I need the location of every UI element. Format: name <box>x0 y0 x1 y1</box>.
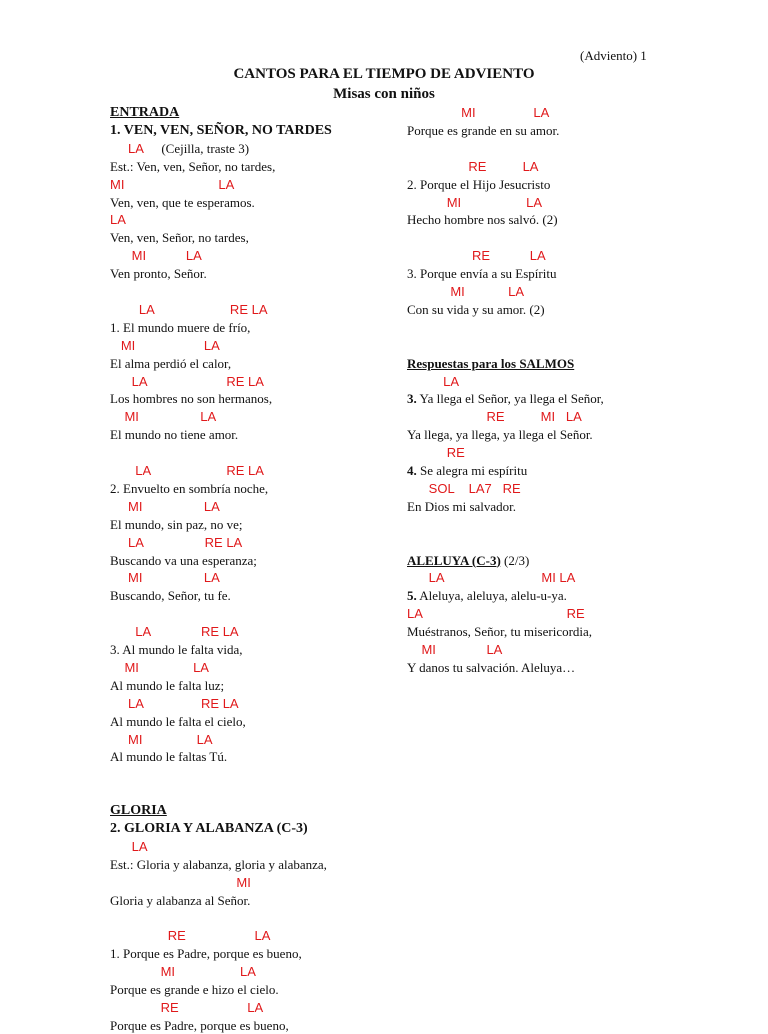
chord-line: LA RE LA <box>110 463 264 478</box>
lyric-line: Hecho hombre nos salvó. (2) <box>407 212 558 228</box>
chord-line: RE LA <box>110 1000 264 1015</box>
lyric-line: 1. Porque es Padre, porque es bueno, <box>110 946 302 962</box>
chord-line: MI LA <box>110 570 220 586</box>
chord-line: SOL LA7 RE <box>407 480 521 496</box>
chord-line: LA MI LA <box>407 570 576 586</box>
lyric-line: 5. Aleluya, aleluya, alelu-u-ya. <box>407 588 567 604</box>
chord-line: LA RE LA <box>110 373 264 389</box>
lyric-line: 3. Ya llega el Señor, ya llega el Señor, <box>407 391 604 407</box>
lyric-line: Y danos tu salvación. Aleluya… <box>407 659 576 675</box>
section-heading: ALELUYA (C-3) (2/3) <box>407 552 530 568</box>
page-number: (Adviento) 1 <box>580 48 647 63</box>
lyric-line: El mundo no tiene amor. <box>110 427 239 443</box>
section-heading: 2. GLORIA Y ALABANZA (C-3) <box>110 821 308 836</box>
lyric-line: Ven, ven, Señor, no tardes, <box>110 230 249 246</box>
document-title: CANTOS PARA EL TIEMPO DE ADVIENTO <box>233 66 535 82</box>
lyric-line: Gloria y alabanza al Señor. <box>110 892 251 908</box>
chord-line: RE MI LA <box>407 409 582 425</box>
section-heading: 1. VEN, VEN, SEÑOR, NO TARDES <box>110 122 332 138</box>
chord-line: MI LA <box>110 409 217 425</box>
chord-line: MI LA <box>110 248 202 264</box>
lyric-line: 3. Al mundo le falta vida, <box>110 642 243 657</box>
chord-line: LA RE LA <box>110 695 239 711</box>
chord-line: RE LA <box>407 158 539 174</box>
lyric-line: El alma perdió el calor, <box>110 355 232 371</box>
chord-line: MI LA <box>110 964 256 980</box>
chord-line: RE LA <box>110 928 271 944</box>
lyric-line: Al mundo le falta el cielo, <box>110 713 246 729</box>
chord-line: LA <box>110 212 126 228</box>
lyric-line: 3. Porque envía a su Espíritu <box>407 266 557 282</box>
section-heading: ENTRADA <box>110 105 180 120</box>
chord-line: MI LA <box>110 659 209 675</box>
lyric-line: 4. Se alegra mi espíritu <box>407 463 528 478</box>
chord-line: MI <box>110 874 251 890</box>
chord-line: LA (Cejilla, traste 3) <box>110 140 250 156</box>
lyric-line: 2. Envuelto en sombría noche, <box>110 480 269 496</box>
chord-line: LA RE <box>407 606 585 622</box>
chord-line: MI LA <box>110 337 220 353</box>
lyric-line: En Dios mi salvador. <box>407 498 517 514</box>
chord-line: RE LA <box>407 248 546 264</box>
chord-line: MI LA <box>407 194 543 210</box>
section-heading: GLORIA <box>110 803 167 819</box>
lyric-line: Muéstranos, Señor, tu misericordia, <box>407 624 593 640</box>
lyric-line: Buscando va una esperanza; <box>110 552 257 568</box>
lyric-line: Porque es grande en su amor. <box>407 122 560 138</box>
chord-line: MI LA <box>407 284 525 299</box>
lyric-line: Porque es Padre, porque es bueno, <box>110 1017 289 1033</box>
chord-line: LA RE LA <box>110 534 243 550</box>
chord-line: LA <box>407 373 460 389</box>
lyric-line: Ven, ven, que te esperamos. <box>110 194 255 210</box>
chord-line: RE <box>407 445 465 461</box>
chord-line: LA RE LA <box>110 301 268 317</box>
chord-line: LA RE LA <box>110 624 239 640</box>
lyric-line: Con su vida y su amor. (2) <box>407 301 545 317</box>
lyric-line: 1. El mundo muere de frío, <box>110 319 251 335</box>
lyric-line: Est.: Ven, ven, Señor, no tardes, <box>110 158 276 174</box>
chord-line: MI LA <box>110 498 220 514</box>
lyric-line: Est.: Gloria y alabanza, gloria y alabanza, <box>110 856 327 872</box>
lyric-line: Buscando, Señor, tu fe. <box>110 588 231 604</box>
lyric-line: Al mundo le falta luz; <box>110 677 225 693</box>
chord-line: LA <box>110 838 148 854</box>
lyric-line: Ya llega, ya llega, ya llega el Señor. <box>407 427 593 443</box>
lyric-line: El mundo, sin paz, no ve; <box>110 516 243 532</box>
document-subtitle: Misas con niños <box>333 86 435 102</box>
chord-line: MI LA <box>110 176 235 192</box>
chord-line: MI LA <box>407 105 550 120</box>
lyric-line: Ven pronto, Señor. <box>110 266 207 282</box>
section-heading: Respuestas para los SALMOS <box>407 355 575 371</box>
chord-line: MI LA <box>110 731 213 747</box>
chord-line: MI LA <box>407 642 503 657</box>
lyric-line: Al mundo le faltas Tú. <box>110 749 228 765</box>
lyric-line: Porque es grande e hizo el cielo. <box>110 982 279 998</box>
lyric-line: Los hombres no son hermanos, <box>110 391 273 407</box>
lyric-line: 2. Porque el Hijo Jesucristo <box>407 176 551 192</box>
